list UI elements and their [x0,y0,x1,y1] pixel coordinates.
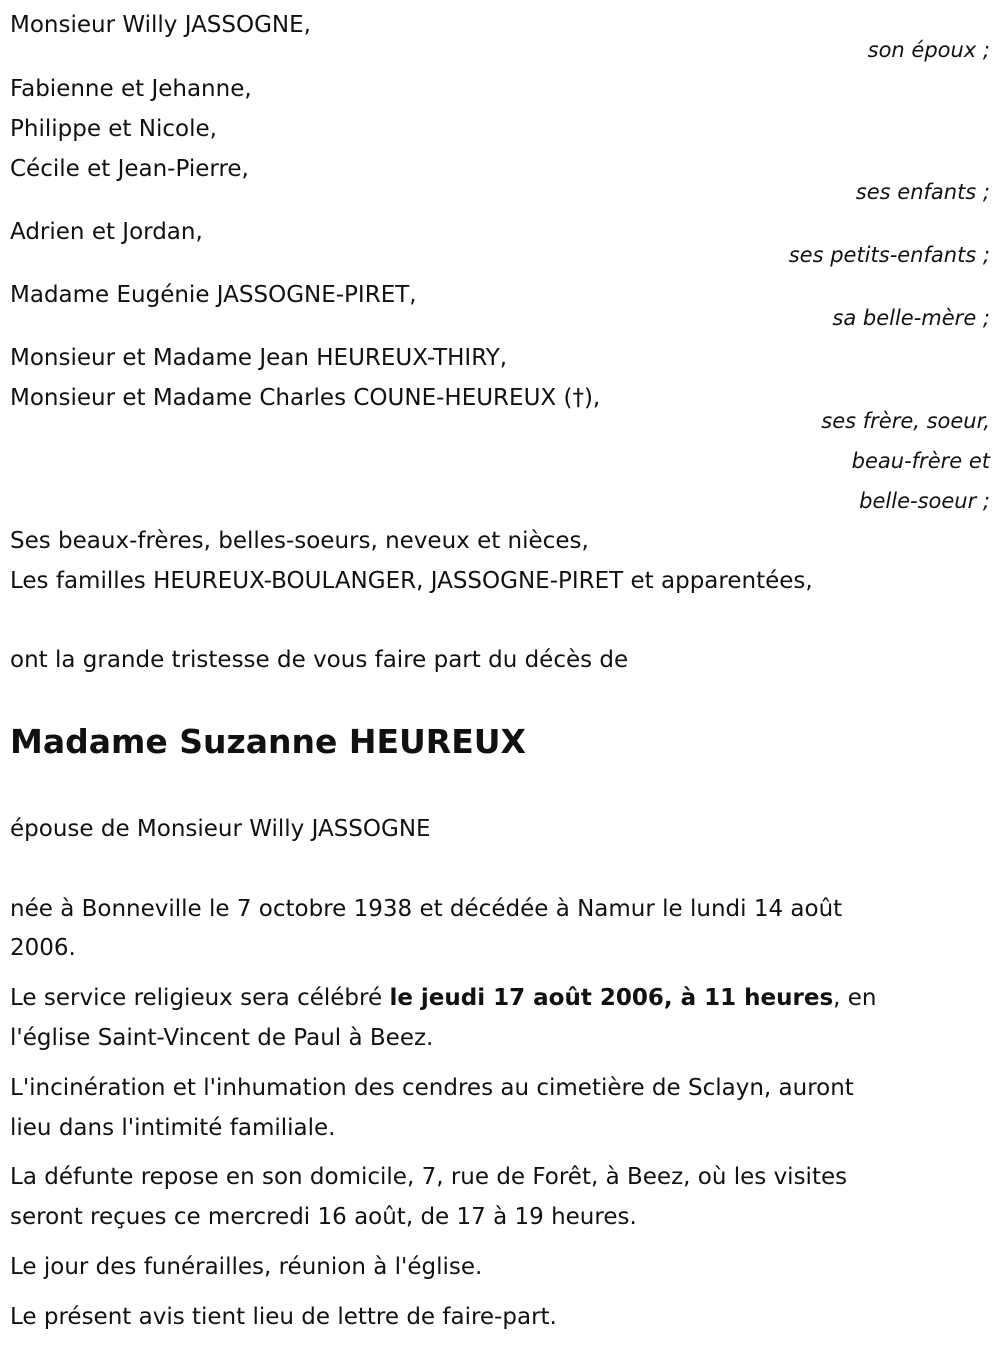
relation-label: ses frère, soeur, [821,409,990,433]
service-line: l'église Saint-Vincent de Paul à Beez. [10,1025,434,1051]
family-line: Les familles HEUREUX-BOULANGER, JASSOGNE-PIRET et apparentées, [10,568,813,594]
spouse-line: épouse de Monsieur Willy JASSOGNE [10,816,431,842]
relation-label: ses enfants ; [855,180,990,204]
family-line: Monsieur et Madame Jean HEUREUX-THIRY, [10,345,508,371]
service-date: le jeudi 17 août 2006, à 11 heures [389,985,834,1011]
relation-label: beau-frère et [851,449,990,473]
funeral-line: Le jour des funérailles, réunion à l'église. [10,1254,483,1280]
family-line: Monsieur Willy JASSOGNE, [10,12,311,38]
service-line [10,978,877,1018]
service-text: , en [833,985,877,1011]
family-line: Ses beaux-frères, belles-soeurs, neveux et nièces, [10,528,589,554]
relation-label: belle-soeur ; [859,489,990,513]
visit-line: La défunte repose en son domicile, 7, rue de Forêt, à Beez, où les visites [10,1164,848,1190]
relation-label: ses petits-enfants ; [788,243,990,267]
family-line: Philippe et Nicole, [10,116,217,142]
announcement: ont la grande tristesse de vous faire part du décès de [10,647,629,673]
family-line: Adrien et Jordan, [10,219,203,245]
service-text: Le service religieux sera célébré [10,985,390,1011]
visit-line: seront reçues ce mercredi 16 août, de 17 à 19 heures. [10,1204,637,1230]
family-line: Madame Eugénie JASSOGNE-PIRET, [10,282,417,308]
relation-label: sa belle-mère ; [832,306,990,330]
birth-death-line: née à Bonneville le 7 octobre 1938 et décédée à Namur le lundi 14 août [10,896,843,922]
deceased-name: Madame Suzanne HEUREUX [10,722,526,761]
family-line: Fabienne et Jehanne, [10,76,252,102]
incineration-line: lieu dans l'intimité familiale. [10,1115,336,1141]
family-line: Monsieur et Madame Charles COUNE-HEUREUX (†), [10,385,601,411]
incineration-line: L'incinération et l'inhumation des cendres au cimetière de Sclayn, auront [10,1075,854,1101]
family-line: Cécile et Jean-Pierre, [10,156,249,182]
notice-line: Le présent avis tient lieu de lettre de faire-part. [10,1304,557,1330]
birth-death-line: 2006. [10,935,76,961]
relation-label: son époux ; [867,38,990,62]
